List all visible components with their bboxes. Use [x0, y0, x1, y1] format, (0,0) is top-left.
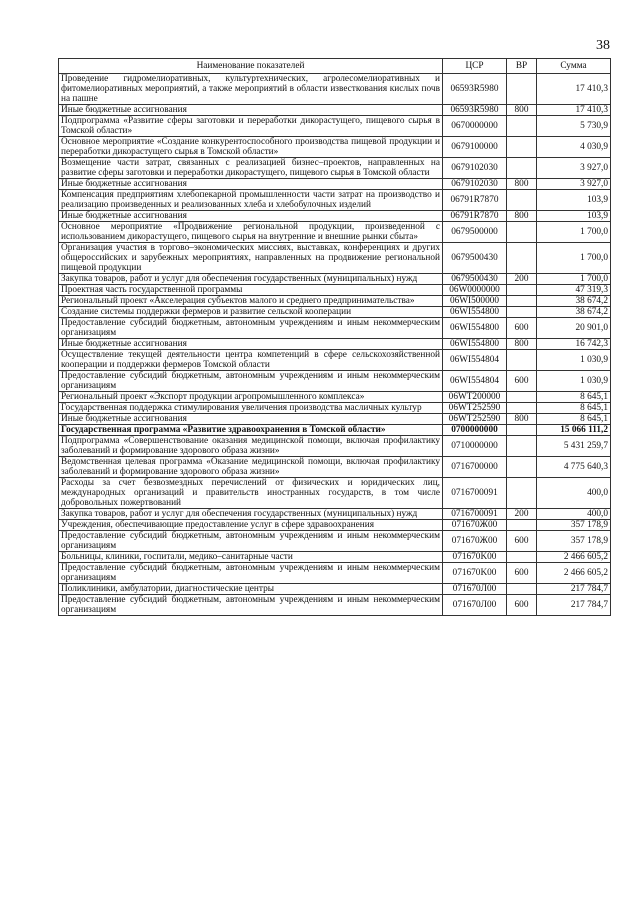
table-row: [59, 595, 611, 616]
row-sum-cell: 103,9: [537, 211, 611, 222]
table-row: [59, 211, 611, 222]
row-sum-cell: 16 742,3: [537, 339, 611, 350]
row-vr-cell: 600: [507, 563, 537, 584]
row-csr-cell: 0700000000: [443, 425, 507, 436]
row-vr-cell: [507, 307, 537, 318]
table-row: [59, 531, 611, 552]
row-vr-cell: 600: [507, 595, 537, 616]
row-csr-cell: 06WT252590: [443, 414, 507, 425]
table-row: [59, 190, 611, 211]
row-vr-cell: [507, 520, 537, 531]
row-sum-cell: 400,0: [537, 509, 611, 520]
row-vr-cell: [507, 436, 537, 457]
row-csr-cell: 071670K00: [443, 552, 507, 563]
row-csr-cell: 0679500430: [443, 274, 507, 285]
table-row: [59, 563, 611, 584]
row-name-cell: Закупка товаров, работ и услуг для обеспечения государственных (муниципальных) нужд: [59, 274, 443, 285]
row-sum-cell: 357 178,9: [537, 531, 611, 552]
row-sum-cell: 3 927,0: [537, 179, 611, 190]
row-vr-cell: 800: [507, 179, 537, 190]
row-sum-cell: 1 700,0: [537, 222, 611, 243]
row-name-cell: Ведомственная целевая программа «Оказание медицинской помощи, включая профилактику заболеваний и формирование здорового образа жизни»: [59, 457, 443, 478]
row-sum-cell: 1 700,0: [537, 274, 611, 285]
row-csr-cell: 0710000000: [443, 436, 507, 457]
row-name-cell: Проектная часть государственной программы: [59, 285, 443, 296]
row-name-cell: Предоставление субсидий бюджетным, автономным учреждениям и иным некоммерческим организациям: [59, 318, 443, 339]
row-name-cell: Предоставление субсидий бюджетным, автономным учреждениям и иным некоммерческим организациям: [59, 563, 443, 584]
row-vr-cell: [507, 392, 537, 403]
table-row: [59, 371, 611, 392]
row-sum-cell: 17 410,3: [537, 74, 611, 105]
row-vr-cell: 800: [507, 211, 537, 222]
row-csr-cell: 06WI554804: [443, 350, 507, 371]
row-sum-cell: 38 674,2: [537, 296, 611, 307]
table-row: [59, 74, 611, 105]
row-name-cell: Региональный проект «Акселерация субъектов малого и среднего предпринимательства»: [59, 296, 443, 307]
row-name-cell: Больницы, клиники, госпитали, медико–санитарные части: [59, 552, 443, 563]
row-csr-cell: 06WI500000: [443, 296, 507, 307]
row-vr-cell: 800: [507, 414, 537, 425]
row-vr-cell: 600: [507, 371, 537, 392]
row-csr-cell: 06WI554800: [443, 307, 507, 318]
row-csr-cell: 06WT252590: [443, 403, 507, 414]
table-row: [59, 307, 611, 318]
row-name-cell: Возмещение части затрат, связанных с реализацией бизнес–проектов, направленных на развитие сферы заготовки и переработки дикорастущего, пищевого сырья в Томской области: [59, 158, 443, 179]
row-vr-cell: [507, 116, 537, 137]
row-name-cell: Создание системы поддержки фермеров и развитие сельской кооперации: [59, 307, 443, 318]
table-row: [59, 318, 611, 339]
table-row: [59, 296, 611, 307]
table-row: [59, 457, 611, 478]
row-csr-cell: 06WI554800: [443, 339, 507, 350]
table-row: [59, 392, 611, 403]
table-row: [59, 285, 611, 296]
row-csr-cell: 071670Л00: [443, 595, 507, 616]
table-body: [59, 74, 611, 616]
row-vr-cell: 200: [507, 509, 537, 520]
row-vr-cell: [507, 425, 537, 436]
row-sum-cell: 357 178,9: [537, 520, 611, 531]
table-row: [59, 222, 611, 243]
row-vr-cell: 200: [507, 274, 537, 285]
row-csr-cell: 0716700091: [443, 509, 507, 520]
row-vr-cell: [507, 137, 537, 158]
row-name-cell: Государственная поддержка стимулирования увеличения производства масличных культур: [59, 403, 443, 414]
row-sum-cell: 3 927,0: [537, 158, 611, 179]
header-vr: ВР: [507, 59, 537, 74]
row-sum-cell: 17 410,3: [537, 105, 611, 116]
table-row: [59, 436, 611, 457]
row-vr-cell: [507, 296, 537, 307]
table-row: [59, 179, 611, 190]
table-row: [59, 552, 611, 563]
table-row: [59, 137, 611, 158]
row-vr-cell: 600: [507, 531, 537, 552]
row-name-cell: Основное мероприятие «Продвижение региональной продукции, произведенной с использованием дикорастущего, пищевого сырья на внутренние и внешние рынки сбыта»: [59, 222, 443, 243]
row-vr-cell: [507, 584, 537, 595]
header-name: Наименование показателей: [59, 59, 443, 74]
budget-table: [58, 58, 611, 616]
row-vr-cell: [507, 74, 537, 105]
row-name-cell: Поликлиники, амбулатории, диагностические центры: [59, 584, 443, 595]
row-name-cell: Иные бюджетные ассигнования: [59, 339, 443, 350]
row-name-cell: Предоставление субсидий бюджетным, автономным учреждениям и иным некоммерческим организациям: [59, 595, 443, 616]
row-sum-cell: 5 431 259,7: [537, 436, 611, 457]
table-row: [59, 584, 611, 595]
row-csr-cell: 06WI554804: [443, 371, 507, 392]
row-sum-cell: 5 730,9: [537, 116, 611, 137]
row-vr-cell: 600: [507, 318, 537, 339]
row-csr-cell: 0716700000: [443, 457, 507, 478]
table-row: [59, 274, 611, 285]
row-vr-cell: [507, 158, 537, 179]
row-sum-cell: 217 784,7: [537, 584, 611, 595]
row-name-cell: Иные бюджетные ассигнования: [59, 105, 443, 116]
table-row: [59, 403, 611, 414]
row-sum-cell: 8 645,1: [537, 414, 611, 425]
row-sum-cell: 1 030,9: [537, 371, 611, 392]
table-row: [59, 116, 611, 137]
row-csr-cell: 0679102030: [443, 158, 507, 179]
row-vr-cell: [507, 190, 537, 211]
row-vr-cell: [507, 285, 537, 296]
row-vr-cell: [507, 457, 537, 478]
row-name-cell: Иные бюджетные ассигнования: [59, 414, 443, 425]
row-name-cell: Предоставление субсидий бюджетным, автономным учреждениям и иным некоммерческим организациям: [59, 531, 443, 552]
row-csr-cell: 06WI554800: [443, 318, 507, 339]
row-vr-cell: [507, 350, 537, 371]
row-name-cell: Иные бюджетные ассигнования: [59, 211, 443, 222]
row-csr-cell: 06W0000000: [443, 285, 507, 296]
header-csr: ЦСР: [443, 59, 507, 74]
header-sum: Сумма: [537, 59, 611, 74]
row-name-cell: Учреждения, обеспечивающие предоставление услуг в сфере здравоохранения: [59, 520, 443, 531]
row-name-cell: Иные бюджетные ассигнования: [59, 179, 443, 190]
row-sum-cell: 15 066 111,2: [537, 425, 611, 436]
row-name-cell: Региональный проект «Экспорт продукции агропромышленного комплекса»: [59, 392, 443, 403]
table-row: [59, 350, 611, 371]
row-csr-cell: 0679500000: [443, 222, 507, 243]
table-row: [59, 509, 611, 520]
row-vr-cell: 800: [507, 105, 537, 116]
row-csr-cell: 071670Л00: [443, 584, 507, 595]
row-csr-cell: 0670000000: [443, 116, 507, 137]
row-vr-cell: [507, 222, 537, 243]
row-csr-cell: 071670Ж00: [443, 531, 507, 552]
row-sum-cell: 4 775 640,3: [537, 457, 611, 478]
row-vr-cell: 800: [507, 339, 537, 350]
row-name-cell: Подпрограмма «Совершенствование оказания медицинской помощи, включая профилактику заболеваний и формирование здорового образа жизни»: [59, 436, 443, 457]
table-row: [59, 425, 611, 436]
row-csr-cell: 0679100000: [443, 137, 507, 158]
row-name-cell: Осуществление текущей деятельности центра компетенций в сфере сельскохозяйственной кооперации и поддержки фермеров Томской области: [59, 350, 443, 371]
row-name-cell: Проведение гидромелиоративных, культуртехнических, агролесомелиоративных и фитомелиоративных мероприятий, а также мероприятий в области известкования кислых почв на пашне: [59, 74, 443, 105]
row-name-cell: Основное мероприятие «Создание конкурентоспособного производства пищевой продукции и переработки дикорастущего сырья в Томской области»: [59, 137, 443, 158]
row-csr-cell: 071670K00: [443, 563, 507, 584]
row-csr-cell: 06593R5980: [443, 74, 507, 105]
row-sum-cell: 1 030,9: [537, 350, 611, 371]
row-sum-cell: 2 466 605,2: [537, 552, 611, 563]
row-csr-cell: 0716700091: [443, 478, 507, 509]
row-sum-cell: 103,9: [537, 190, 611, 211]
row-name-cell: Расходы за счет безвозмездных перечислений от физических и юридических лиц, международных организаций и правительств иностранных государств, в том числе добровольных пожертвований: [59, 478, 443, 509]
table-row: [59, 520, 611, 531]
row-name-cell: Организация участия в торгово–экономических миссиях, выставках, конференциях и других общероссийских и зарубежных мероприятиях, направленных на продвижение региональной пищевой продукции: [59, 243, 443, 274]
row-sum-cell: 4 030,9: [537, 137, 611, 158]
row-sum-cell: 8 645,1: [537, 403, 611, 414]
row-sum-cell: 2 466 605,2: [537, 563, 611, 584]
row-csr-cell: 071670Ж00: [443, 520, 507, 531]
table-row: [59, 105, 611, 116]
table-row: [59, 478, 611, 509]
row-name-cell: Государственная программа «Развитие здравоохранения в Томской области»: [59, 425, 443, 436]
row-name-cell: Подпрограмма «Развитие сферы заготовки и переработки дикорастущего, пищевого сырья в Томской области»: [59, 116, 443, 137]
page-number: 38: [596, 38, 610, 53]
table-row: [59, 414, 611, 425]
table-header-row: [59, 59, 611, 74]
table-row: [59, 158, 611, 179]
row-sum-cell: 20 901,0: [537, 318, 611, 339]
row-csr-cell: 0679102030: [443, 179, 507, 190]
row-csr-cell: 06791R7870: [443, 190, 507, 211]
row-name-cell: Предоставление субсидий бюджетным, автономным учреждениям и иным некоммерческим организациям: [59, 371, 443, 392]
row-vr-cell: [507, 243, 537, 274]
row-sum-cell: 8 645,1: [537, 392, 611, 403]
row-sum-cell: 217 784,7: [537, 595, 611, 616]
row-csr-cell: 06593R5980: [443, 105, 507, 116]
row-vr-cell: [507, 552, 537, 563]
row-sum-cell: 1 700,0: [537, 243, 611, 274]
row-vr-cell: [507, 403, 537, 414]
row-csr-cell: 0679500430: [443, 243, 507, 274]
row-sum-cell: 47 319,3: [537, 285, 611, 296]
table-row: [59, 243, 611, 274]
table-row: [59, 339, 611, 350]
row-sum-cell: 400,0: [537, 478, 611, 509]
row-name-cell: Компенсация предприятиям хлебопекарной промышленности части затрат на производство и реализацию произведенных и реализованных хлеба и хлебобулочных изделий: [59, 190, 443, 211]
row-csr-cell: 06791R7870: [443, 211, 507, 222]
row-vr-cell: [507, 478, 537, 509]
row-csr-cell: 06WT200000: [443, 392, 507, 403]
row-sum-cell: 38 674,2: [537, 307, 611, 318]
row-name-cell: Закупка товаров, работ и услуг для обеспечения государственных (муниципальных) нужд: [59, 509, 443, 520]
